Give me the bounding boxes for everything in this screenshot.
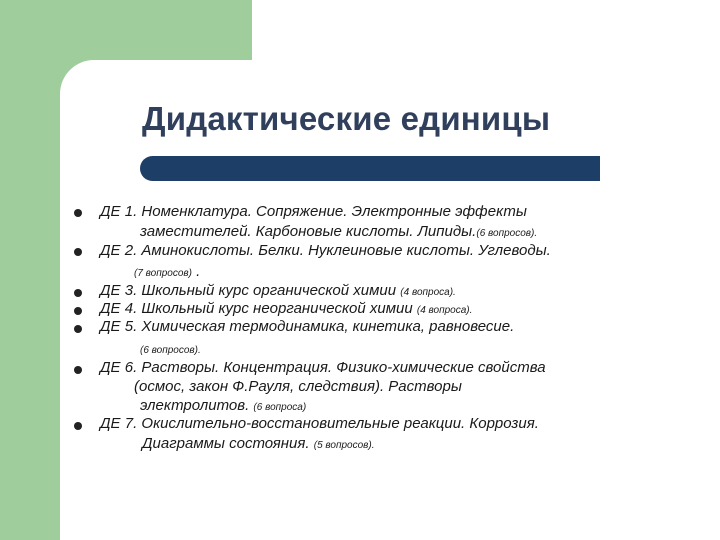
- list-item-line: [134, 378, 462, 395]
- list-item-line: [140, 397, 306, 414]
- bullet-icon: [74, 422, 82, 430]
- item-text: .: [196, 263, 201, 280]
- de-label: ДЕ 3.: [100, 282, 138, 299]
- list-item-line: [100, 282, 456, 299]
- de-label: ДЕ 1.: [100, 203, 138, 220]
- de-label: ДЕ 6.: [100, 359, 138, 376]
- item-text: Номенклатура. Сопряжение. Электронные эффекты: [137, 203, 527, 220]
- bullet-icon: [74, 209, 82, 217]
- bullet-icon: [74, 307, 82, 315]
- question-count: (6 вопросов).: [140, 345, 201, 356]
- item-text: электролитов.: [140, 397, 250, 414]
- de-label: ДЕ 2.: [100, 242, 138, 259]
- item-text: Школьный курс неорганической химии: [137, 300, 413, 317]
- item-text: Аминокислоты. Белки. Нуклеиновые кислоты. Углеводы.: [137, 242, 551, 259]
- item-text: Растворы. Концентрация. Физико-химические свойства: [137, 359, 546, 376]
- list-item-line: [140, 340, 201, 357]
- slide-title: Дидактические единицы: [142, 100, 551, 137]
- list-item-line: [100, 415, 539, 432]
- list-item-line: [100, 359, 546, 376]
- question-count: (7 вопросов): [134, 268, 192, 279]
- list-item-line: [142, 435, 375, 452]
- list-item-line: [134, 263, 200, 280]
- question-count: (5 вопросов).: [313, 440, 375, 451]
- list-item-line: [100, 242, 551, 259]
- green-background-left: [0, 0, 60, 540]
- item-text: Диаграммы состояния.: [142, 435, 310, 452]
- bullet-icon: [74, 325, 82, 333]
- question-count: (4 вопроса).: [400, 287, 456, 298]
- item-text: (осмос, закон Ф.Рауля, следствия). Растворы: [134, 378, 462, 395]
- de-label: ДЕ 5.: [100, 318, 138, 335]
- question-count: (6 вопросов).: [476, 228, 538, 239]
- list-item-line: [100, 203, 527, 220]
- bullet-icon: [74, 289, 82, 297]
- list-item-line: [100, 300, 472, 317]
- question-count: (4 вопроса).: [416, 305, 473, 316]
- de-label: ДЕ 7.: [100, 415, 138, 432]
- title-underline-bar: [158, 156, 600, 181]
- item-text: Химическая термодинамика, кинетика, равновесие.: [137, 318, 515, 335]
- bullet-icon: [74, 366, 82, 374]
- de-label: ДЕ 4.: [100, 300, 138, 317]
- bullet-icon: [74, 248, 82, 256]
- question-count: (6 вопроса): [253, 402, 307, 413]
- list-item-line: [100, 318, 514, 335]
- item-text: заместителей. Карбоновые кислоты. Липиды.: [140, 223, 477, 240]
- list-item-line: [140, 223, 537, 240]
- item-text: Школьный курс органической химии: [137, 282, 397, 299]
- item-text: Окислительно-восстановительные реакции. Коррозия.: [137, 415, 539, 432]
